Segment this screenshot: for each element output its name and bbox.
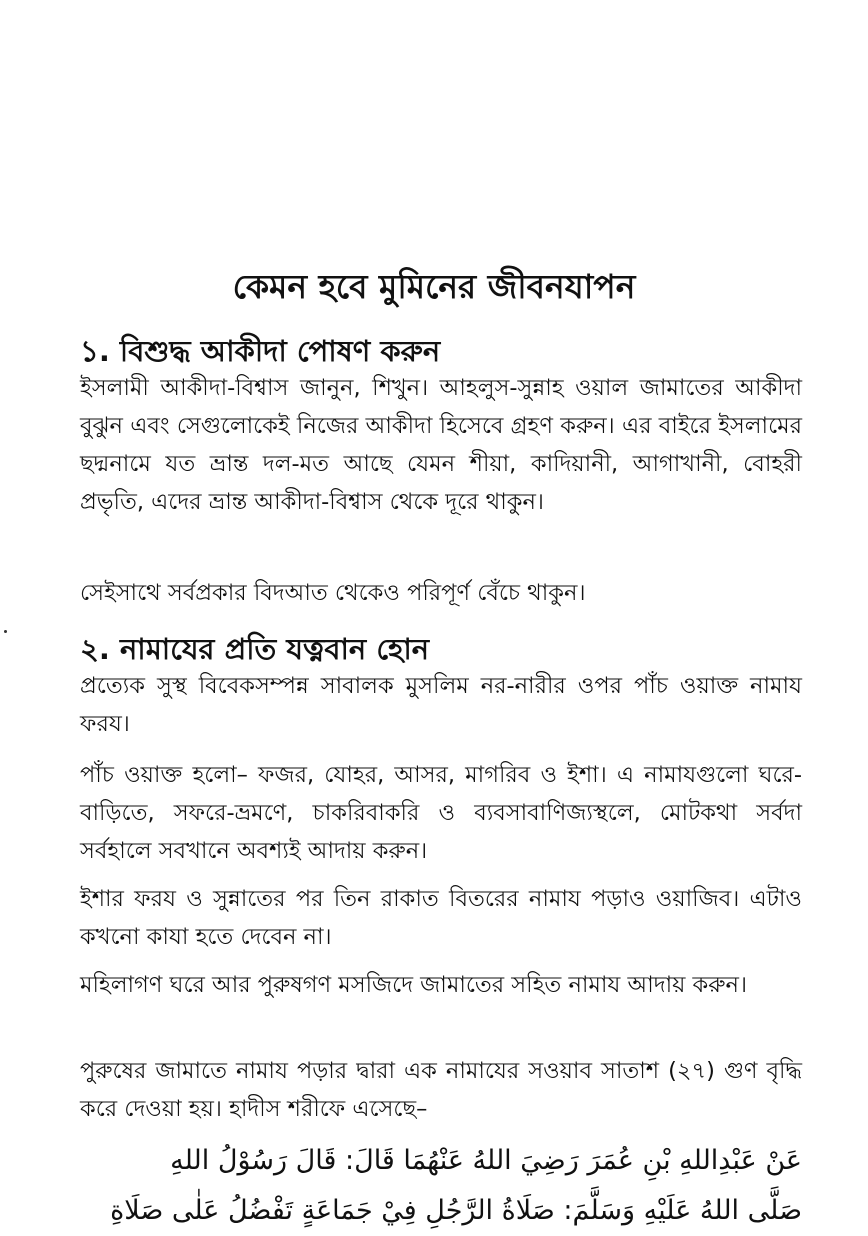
section-2-paragraph-4: মহিলাগণ ঘরে আর পুরুষগণ মসজিদে জামাতের সহিত নামায আদায় করুন।: [80, 972, 748, 998]
page-title: কেমন হবে মুমিনের জীবনযাপন: [232, 267, 636, 306]
section-2-paragraph-3: ইশার ফরয ও সুন্নাতের পর তিন রাকাত বিতরের নামায পড়াও ওয়াজিব। এটাও কখনো কাযা হতে দেবেন না।: [80, 886, 802, 950]
hadith-line-1: عَنْ عَبْدِاللهِ بْنِ عُمَرَ رَضِيَ اللهُ عَنْهُمَا قَالَ: قَالَ رَسُوْلُ اللهِ: [170, 1145, 802, 1176]
hadith-line-2: صَلَّى اللهُ عَلَيْهِ وَسَلَّمَ: صَلَاةُ الرَّجُلِ فِيْ جَمَاعَةٍ تَفْضُلُ عَلٰى صَلَاةِ: [110, 1195, 802, 1226]
hadith-arabic-text: [80, 1136, 802, 1236]
scan-speck: [4, 630, 7, 633]
section-1-paragraph-1: ইসলামী আকীদা-বিশ্বাস জানুন, শিখুন। আহলুস-সুন্নাহ ওয়াল জামাতের আকীদা বুঝুন এবং সেগুলোকেই নিজের আকীদা হিসেবে গ্রহণ করুন। এর বাইরে ইসলামের ছদ্মনামে যত ভ্রান্ত দল-মত আছে যেমন শীয়া, কাদিয়ানী, আগাখানী, বোহরী প্রভৃতি, এদের ভ্রান্ত আকীদা-বিশ্বাস থেকে দূরে থাকুন।: [80, 375, 802, 515]
section-2-paragraph-2: পাঁচ ওয়াক্ত হলো– ফজর, যোহর, আসর, মাগরিব ও ইশা। এ নামাযগুলো ঘরে-বাড়িতে, সফরে-ভ্রমণে, চাকরিবাকরি ও ব্যবসাবাণিজ্যস্থলে, মোটকথা সর্বদা সর্বহালে সবখানে অবশ্যই আদায় করুন।: [80, 762, 802, 864]
section-2-heading: ২. নামাযের প্রতি যত্নবান হোন: [80, 632, 430, 666]
section-1-heading: ১. বিশুদ্ধ আকীদা পোষণ করুন: [80, 334, 441, 368]
section-2-paragraph-5: পুরুষের জামাতে নামায পড়ার দ্বারা এক নামাযের সওয়াব সাতাশ (২৭) গুণ বৃদ্ধি করে দেওয়া হয়। হাদীস শরীফে এসেছে–: [80, 1058, 802, 1122]
section-2-paragraph-1: প্রত্যেক সুস্থ বিবেকসম্পন্ন সাবালক মুসলিম নর-নারীর ওপর পাঁচ ওয়াক্ত নামায ফরয।: [80, 673, 802, 737]
section-1-paragraph-2: সেইসাথে সর্বপ্রকার বিদআত থেকেও পরিপূর্ণ বেঁচে থাকুন।: [80, 580, 586, 606]
